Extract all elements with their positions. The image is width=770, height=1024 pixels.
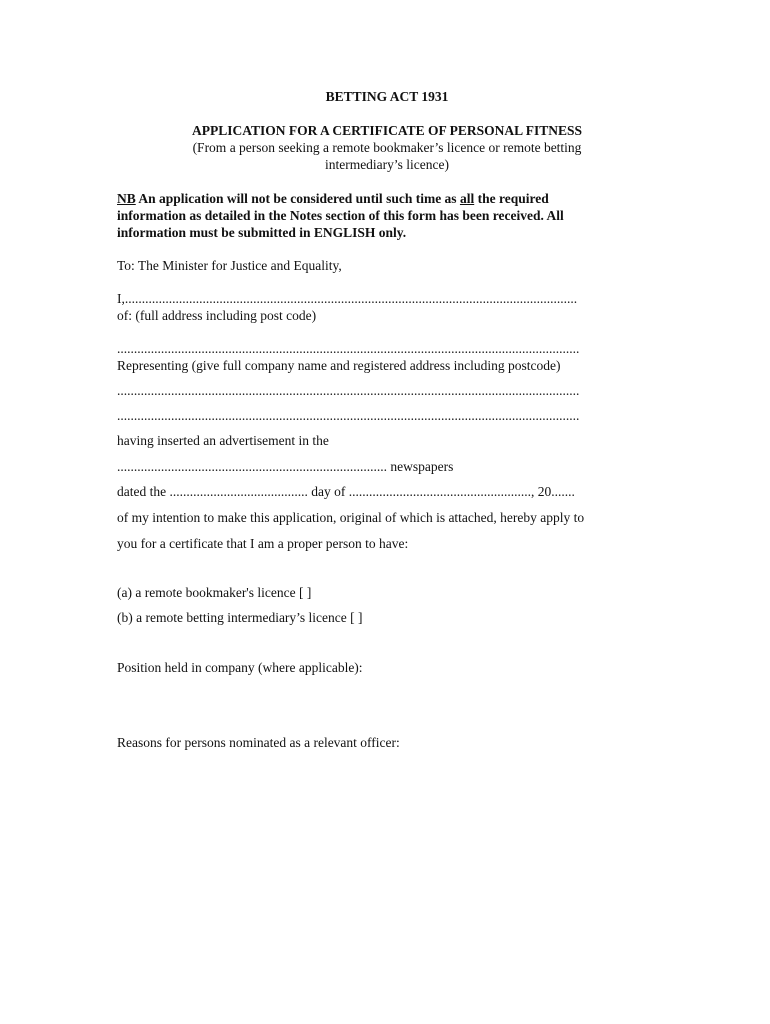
nb-label: NB (117, 191, 136, 206)
dated-field[interactable]: dated the ......................................... day of ......................................................, 20....... (117, 484, 575, 499)
intention-line-1: of my intention to make this application, original of which is attached, hereby apply to (117, 510, 585, 525)
advertisement-label: having inserted an advertisement in the (117, 433, 329, 448)
address-field[interactable]: ......................................................................................................................................... (117, 341, 580, 356)
notice-line-2: information as detailed in the Notes section of this form has been received. All (117, 208, 564, 223)
notice-all: all (459, 191, 475, 206)
addressee: To: The Minister for Justice and Equality, (117, 258, 342, 273)
option-b-remote-intermediary[interactable]: (b) a remote betting intermediary’s licence [ ] (117, 610, 363, 625)
option-a-remote-bookmaker[interactable]: (a) a remote bookmaker's licence [ ] (117, 585, 312, 600)
subtitle-line-2: intermediary’s licence) (324, 157, 450, 172)
form-title: APPLICATION FOR A CERTIFICATE OF PERSONAL FITNESS (191, 123, 583, 138)
act-title: BETTING ACT 1931 (325, 89, 449, 104)
notice-line-1 (117, 191, 657, 207)
position-label: Position held in company (where applicable): (117, 660, 363, 675)
company-field-2[interactable]: ......................................................................................................................................... (117, 408, 580, 423)
newspapers-field[interactable]: ................................................................................ newspapers (117, 459, 454, 474)
applicant-name-field[interactable]: I,...................................................................................................................................... (117, 291, 578, 306)
reasons-label: Reasons for persons nominated as a relevant officer: (117, 735, 400, 750)
notice-line-3: information must be submitted in ENGLISH only. (117, 225, 407, 240)
representing-label: Representing (give full company name and registered address including postcode) (117, 358, 561, 373)
notice-text-b: the required (474, 191, 549, 206)
notice-text-a: An application will not be considered until such time as (135, 191, 460, 206)
subtitle-line-1: (From a person seeking a remote bookmaker’s licence or remote betting (192, 140, 582, 155)
company-field-1[interactable]: ......................................................................................................................................... (117, 383, 580, 398)
address-label: of: (full address including post code) (117, 308, 317, 323)
intention-line-2: you for a certificate that I am a proper person to have: (117, 536, 409, 551)
